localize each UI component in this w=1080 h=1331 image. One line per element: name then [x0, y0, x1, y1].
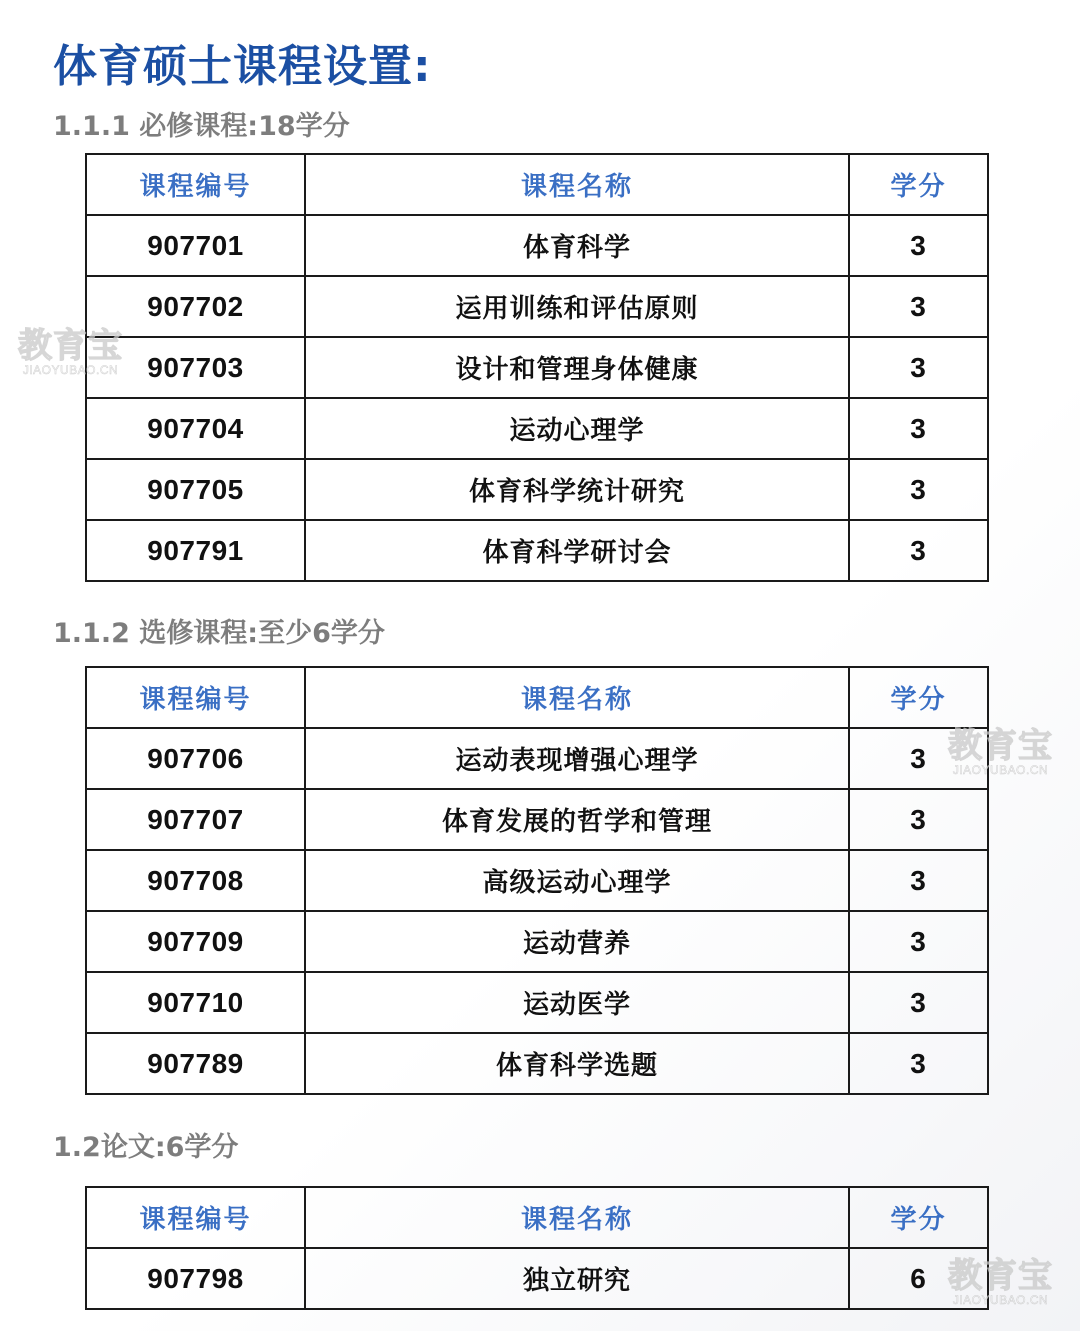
- required-courses-table: [85, 153, 989, 582]
- course-name: 设计和管理身体健康: [305, 337, 849, 398]
- watermark-url: JIAOYUBAO.CN: [952, 1293, 1049, 1307]
- column-header-code: 课程编号: [86, 1187, 305, 1248]
- course-credit: 3: [849, 276, 988, 337]
- table-row: [86, 520, 988, 581]
- course-credit: 3: [849, 337, 988, 398]
- course-name: 运动营养: [305, 911, 849, 972]
- watermark-text: 教育宝: [18, 326, 123, 366]
- table-row: [86, 276, 988, 337]
- watermark-url: JIAOYUBAO.CN: [952, 763, 1049, 777]
- course-code: 907709: [86, 911, 305, 972]
- course-code: 907701: [86, 215, 305, 276]
- course-credit: 3: [849, 789, 988, 850]
- column-header-credit: 学分: [849, 1187, 988, 1248]
- course-credit: 3: [849, 215, 988, 276]
- course-credit: 3: [849, 459, 988, 520]
- course-name: 体育科学研讨会: [305, 520, 849, 581]
- table-header-row: [86, 667, 988, 728]
- course-name: 独立研究: [305, 1248, 849, 1309]
- course-code: 907789: [86, 1033, 305, 1094]
- course-name: 体育科学统计研究: [305, 459, 849, 520]
- section-heading-thesis: 1.2论文:6学分: [53, 1132, 239, 1163]
- course-credit: 3: [849, 520, 988, 581]
- course-name: 体育科学选题: [305, 1033, 849, 1094]
- course-code: 907710: [86, 972, 305, 1033]
- course-name: 运动表现增强心理学: [305, 728, 849, 789]
- watermark-url: JIAOYUBAO.CN: [22, 363, 119, 377]
- column-header-credit: 学分: [849, 154, 988, 215]
- course-name: 体育发展的哲学和管理: [305, 789, 849, 850]
- page-title: 体育硕士课程设置:: [53, 41, 432, 92]
- column-header-name: 课程名称: [305, 154, 849, 215]
- course-name: 运用训练和评估原则: [305, 276, 849, 337]
- elective-courses-table: [85, 666, 989, 1095]
- course-code: 907705: [86, 459, 305, 520]
- course-credit: 6: [849, 1248, 988, 1309]
- course-code: 907703: [86, 337, 305, 398]
- course-code: 907798: [86, 1248, 305, 1309]
- course-name: 运动医学: [305, 972, 849, 1033]
- table-row: [86, 337, 988, 398]
- table-row: [86, 459, 988, 520]
- course-credit: 3: [849, 1033, 988, 1094]
- course-code: 907791: [86, 520, 305, 581]
- watermark-text: 教育宝: [948, 726, 1053, 766]
- watermark-text: 教育宝: [948, 1256, 1053, 1296]
- thesis-table: [85, 1186, 989, 1310]
- course-code: 907707: [86, 789, 305, 850]
- column-header-code: 课程编号: [86, 154, 305, 215]
- table-header-row: [86, 1187, 988, 1248]
- table-row: [86, 911, 988, 972]
- table-row: [86, 850, 988, 911]
- course-name: 体育科学: [305, 215, 849, 276]
- table-row: [86, 1033, 988, 1094]
- course-name: 高级运动心理学: [305, 850, 849, 911]
- table-row: [86, 789, 988, 850]
- table-row: [86, 398, 988, 459]
- table-header-row: [86, 154, 988, 215]
- course-code: 907704: [86, 398, 305, 459]
- column-header-name: 课程名称: [305, 667, 849, 728]
- table-row: [86, 215, 988, 276]
- course-credit: 3: [849, 398, 988, 459]
- column-header-code: 课程编号: [86, 667, 305, 728]
- table-row: [86, 1248, 988, 1309]
- course-credit: 3: [849, 972, 988, 1033]
- course-credit: 3: [849, 911, 988, 972]
- course-name: 运动心理学: [305, 398, 849, 459]
- course-code: 907702: [86, 276, 305, 337]
- column-header-credit: 学分: [849, 667, 988, 728]
- course-code: 907706: [86, 728, 305, 789]
- course-credit: 3: [849, 728, 988, 789]
- table-row: [86, 972, 988, 1033]
- column-header-name: 课程名称: [305, 1187, 849, 1248]
- course-code: 907708: [86, 850, 305, 911]
- table-row: [86, 728, 988, 789]
- section-heading-required: 1.1.1 必修课程:18学分: [53, 111, 350, 142]
- course-credit: 3: [849, 850, 988, 911]
- section-heading-elective: 1.1.2 选修课程:至少6学分: [53, 618, 385, 649]
